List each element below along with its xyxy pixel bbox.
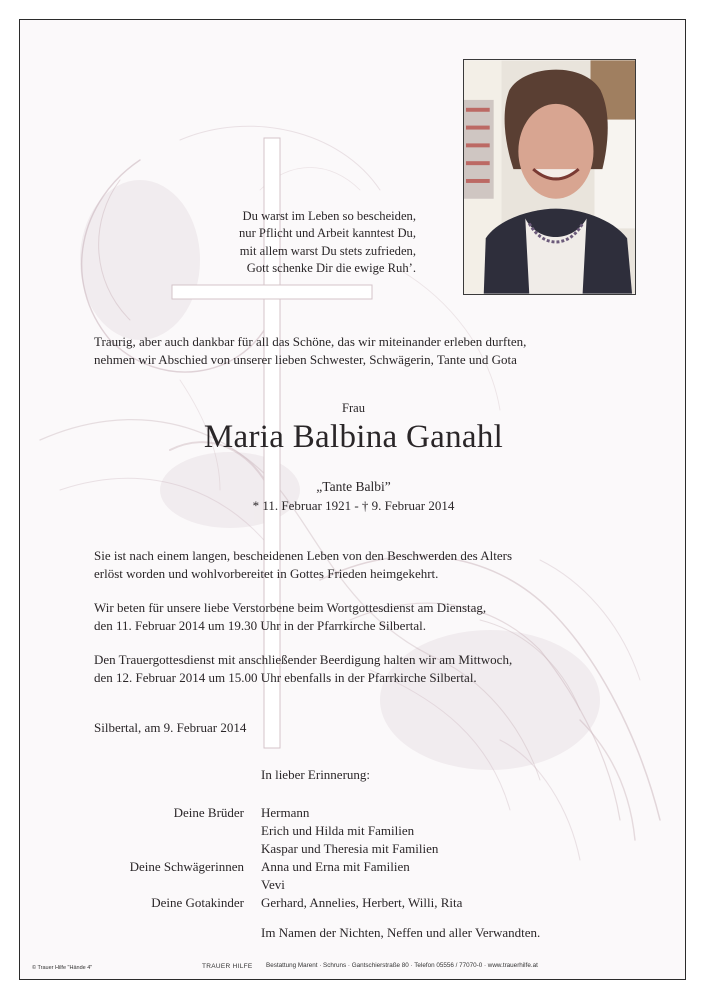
- paragraph-line: den 12. Februar 2014 um 15.00 Uhr ebenfalls in der Pfarrkirche Silbertal.: [94, 670, 477, 685]
- paragraph-line: den 11. Februar 2014 um 19.30 Uhr in der Pfarrkirche Silbertal.: [94, 618, 427, 633]
- mourner-names: Gerhard, Annelies, Herbert, Willi, Rita: [261, 895, 463, 910]
- memory-heading: In lieber Erinnerung:: [261, 767, 371, 782]
- paragraph-line: erlöst worden und wohlvorbereitet in Gottes Frieden heimgekehrt.: [94, 566, 439, 581]
- deceased-name: Maria Balbina Ganahl: [203, 419, 504, 455]
- mourner-names: Kaspar und Theresia mit Familien: [261, 841, 439, 856]
- place-and-date: Silbertal, am 9. Februar 2014: [94, 720, 247, 735]
- memorial-poem: [180, 208, 416, 277]
- mourner-row: [20, 804, 686, 822]
- mourner-relation: Deine Brüder: [173, 805, 244, 820]
- poem-line: Du warst im Leben so bescheiden,: [242, 209, 416, 223]
- mourner-names: Erich und Hilda mit Familien: [261, 823, 415, 838]
- footer-copyright: © Trauer Hilfe "Hände 4": [32, 965, 93, 971]
- mourner-row: [20, 822, 686, 840]
- mourner-names: Anna und Erna mit Familien: [261, 859, 410, 874]
- poem-line: nur Pflicht und Arbeit kanntest Du,: [239, 226, 416, 241]
- footer-contact: Bestattung Marent · Schruns · Gantschierstraße 80 · Telefon 05556 / 77070-0 · www.trauerhilfe.at: [266, 962, 538, 969]
- paragraph-funeral: [94, 651, 654, 687]
- obituary-card: [19, 19, 686, 980]
- mourner-names: Hermann: [261, 805, 310, 820]
- intro-line: nehmen wir Abschied von unserer lieben Schwester, Schwägerin, Tante und Gota: [94, 352, 517, 367]
- poem-line: Gott schenke Dir die ewige Ruh’.: [246, 260, 416, 275]
- paragraph-line: Den Trauergottesdienst mit anschließender Beerdigung halten wir am Mittwoch,: [94, 652, 513, 667]
- mourner-names: Vevi: [261, 877, 285, 892]
- mourner-relation: Deine Gotakinder: [151, 895, 244, 910]
- deceased-nickname: „Tante Balbi”: [316, 479, 391, 494]
- intro-text: [94, 333, 634, 369]
- mourner-row: [20, 858, 686, 876]
- paragraph-line: Sie ist nach einem langen, bescheidenen Leben von den Beschwerden des Alters: [94, 548, 513, 563]
- salutation: Frau: [342, 401, 365, 415]
- poem-line: mit allem warst Du stets zufrieden,: [239, 243, 416, 258]
- mourners-list: [20, 804, 686, 912]
- footer-brand: TRAUER HILFE: [202, 963, 253, 970]
- intro-line: Traurig, aber auch dankbar für all das Schöne, das wir miteinander erleben durften,: [94, 334, 527, 349]
- paragraph-passing: [94, 547, 654, 583]
- mourner-row: [20, 876, 686, 894]
- mourner-row: [20, 840, 686, 858]
- mourner-relation: Deine Schwägerinnen: [129, 859, 244, 874]
- life-dates: * 11. Februar 1921 - † 9. Februar 2014: [252, 498, 455, 513]
- portrait-photo: [463, 59, 636, 295]
- paragraph-prayer-service: [94, 599, 654, 635]
- paragraph-line: Wir beten für unsere liebe Verstorbene beim Wortgottesdienst am Dienstag,: [94, 600, 487, 615]
- closing-line: Im Namen der Nichten, Neffen und aller Verwandten.: [261, 925, 541, 940]
- mourner-row: [20, 894, 686, 912]
